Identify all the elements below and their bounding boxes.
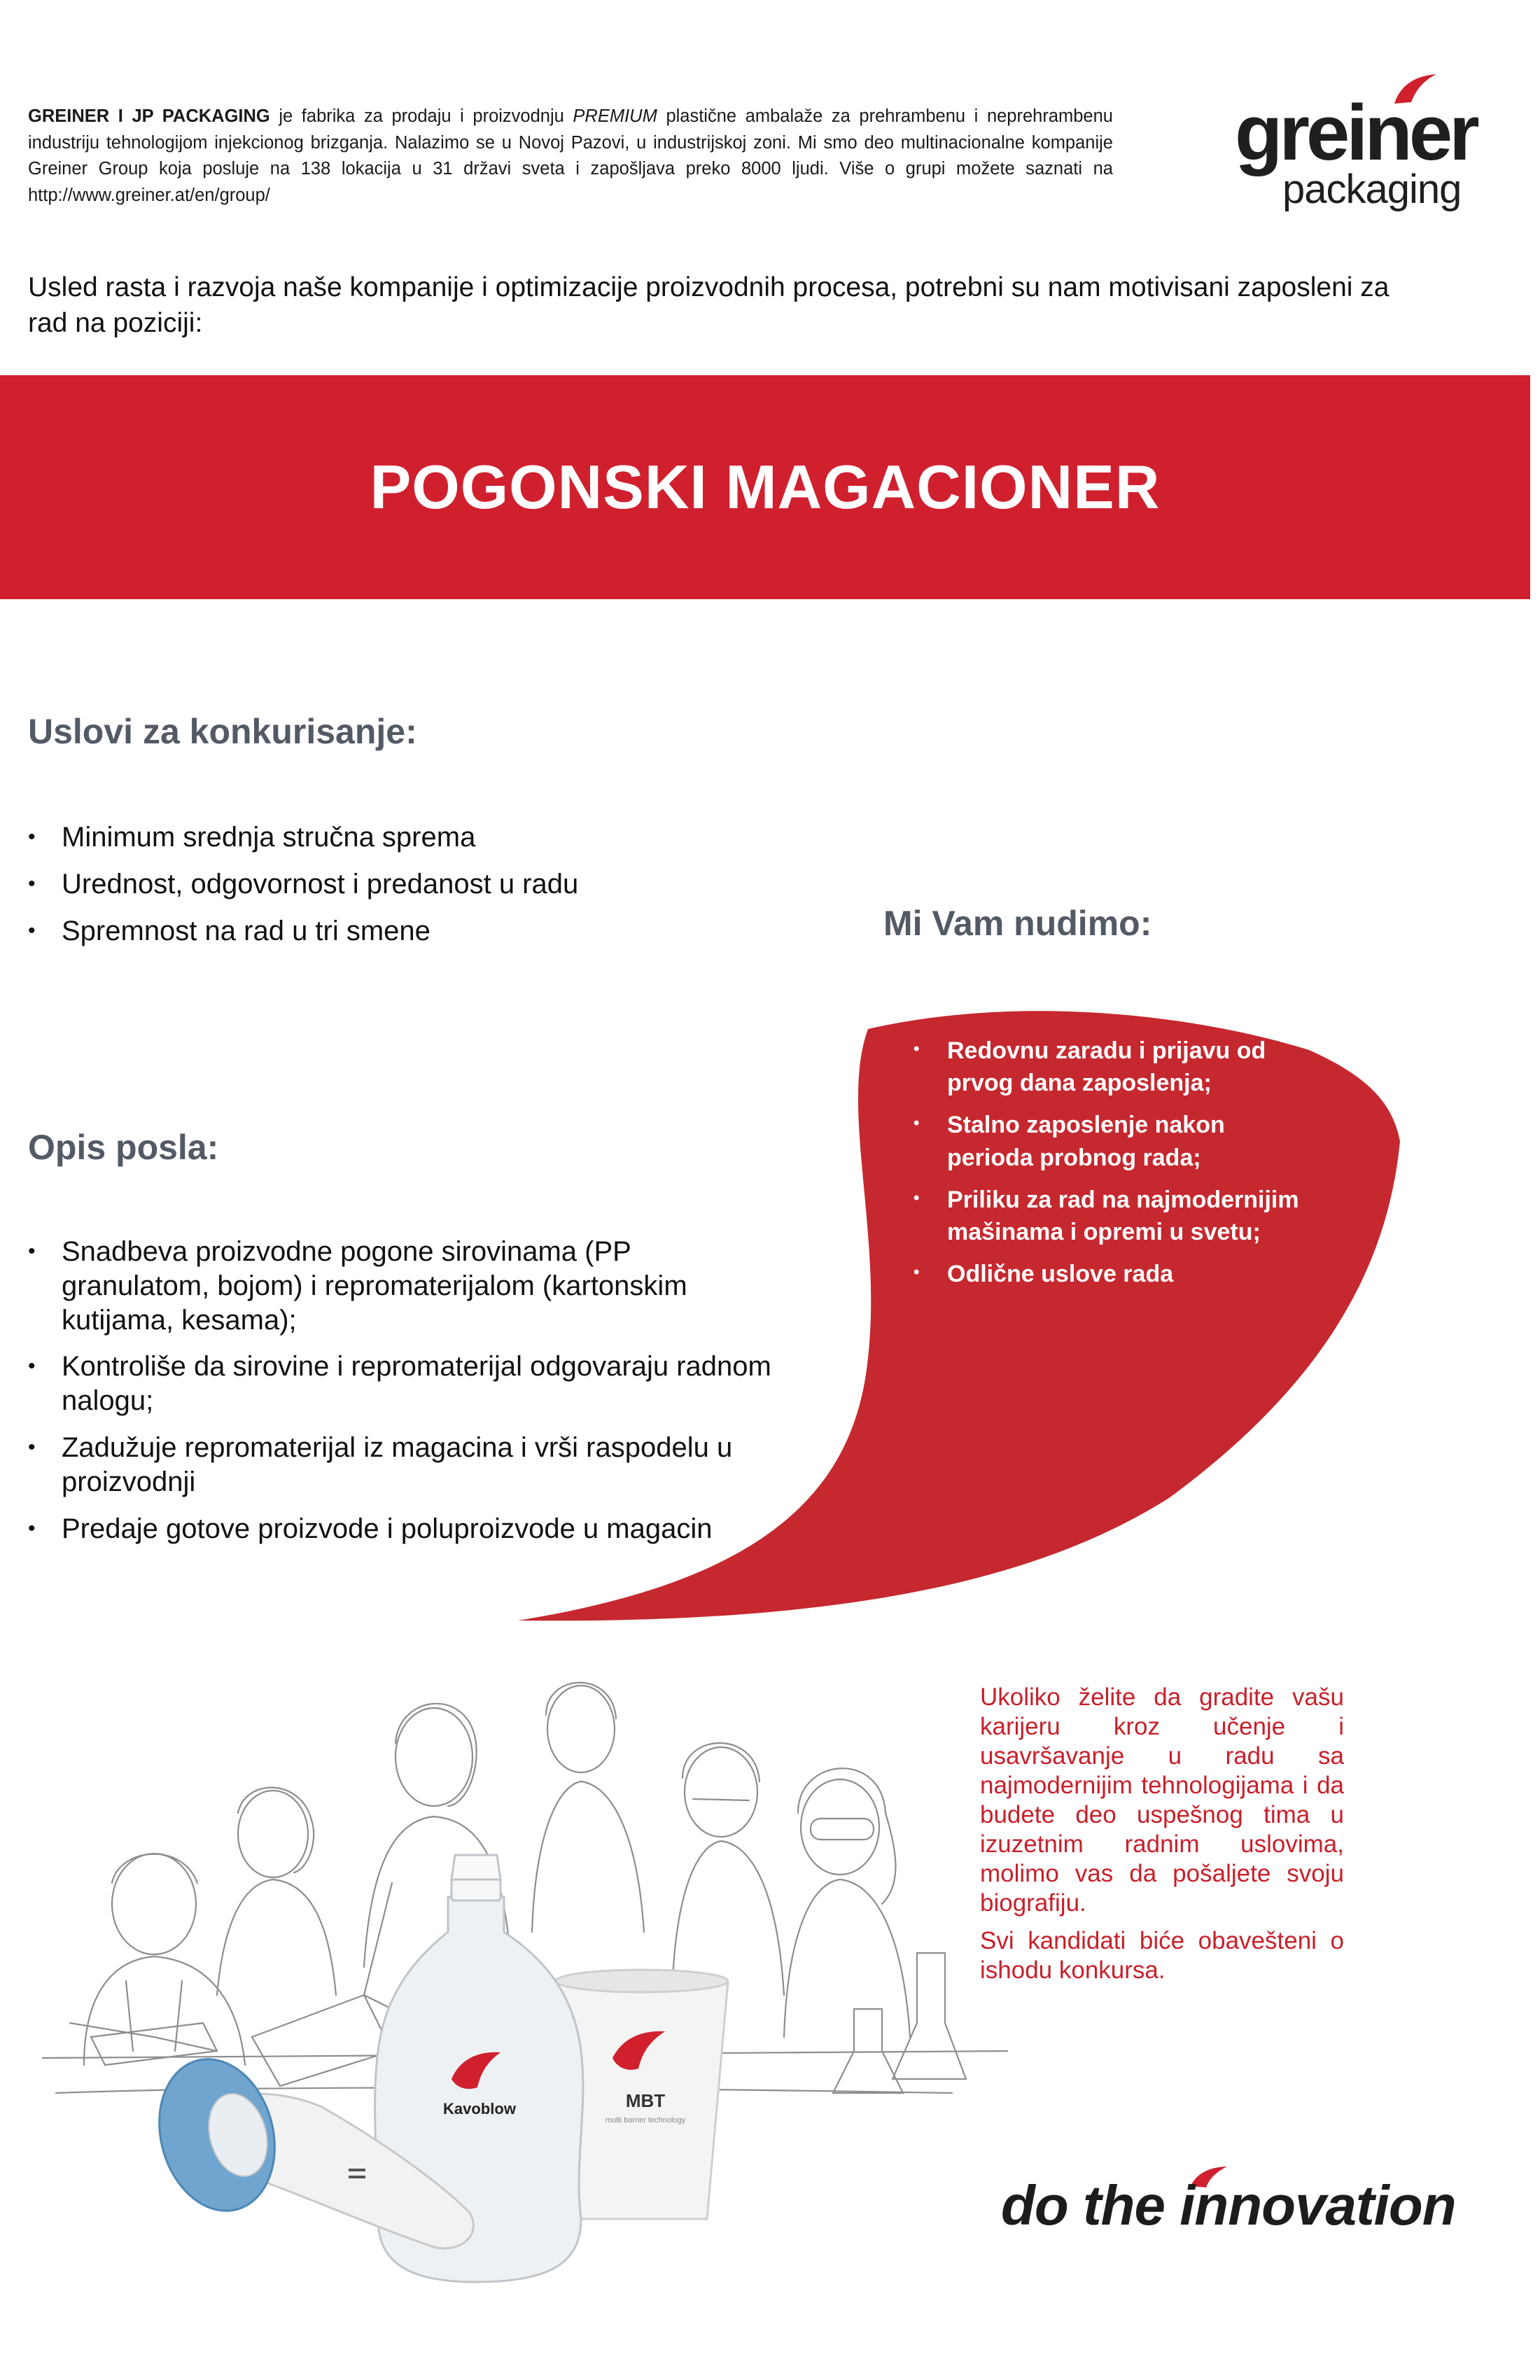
logo-greiner: greiner [1235,89,1476,176]
position-banner [0,375,1530,599]
list-item: • Predaje gotove proizvode i poluproizvode u magacin [28,1512,784,1546]
candidates-notice: Svi kandidati biće obavešteni o ishodu konkursa. [980,1927,1344,1984]
offer-heading: Mi Vam nudimo: [883,904,1152,943]
intro-text-2: plastične ambalaže za prehrambenu i neprehrambenu industriju tehnologijom injekcionog brizganja. Nalazimo se u Novoj Pazovi, u industrijskoj zoni. Mi smo deo multinacionalne kompanije Greiner Group koja posluje na 138 lokacija u 31 državi sveta i zapošljava preko 8000 ljudi. Više o grupi možete saznati na http://www.greiner.at/en/group/ [28,106,1113,206]
bottle-label: Kavoblow [443,2100,516,2118]
intro-text-1: je fabrika za prodaju i proizvodnju [270,106,573,126]
list-item: • Odlične uslove rada [913,1258,1306,1290]
company-name: GREINER I JP PACKAGING [28,106,270,126]
team-products-illustration [42,1603,1008,2303]
list-item: • Spremnost na rad u tri smene [28,914,868,948]
list-item: • Priliku za rad na najmodernijim mašinama i opremi u svetu; [913,1184,1306,1248]
duties-list [28,1235,784,1558]
premium-word: PREMIUM [573,106,657,126]
company-intro [28,104,1113,209]
greiner-packaging-logo [1232,70,1498,224]
list-item: • Minimum srednja stručna sprema [28,820,868,855]
list-item: • Urednost, odgovornost i predanost u radu [28,867,868,902]
requirements-heading: Uslovi za konkurisanje: [28,712,417,751]
list-item: • Kontroliše da sirovine i repromaterijal odgovaraju radnom nalogu; [28,1350,784,1418]
cup-label: MBT [625,2090,666,2111]
position-title: POGONSKI MAGACIONER [370,452,1161,522]
requirements-list [28,820,868,960]
offer-list [913,1035,1306,1301]
duties-heading: Opis posla: [28,1128,219,1167]
cup-sublabel: multi barrier technology [605,2116,686,2124]
logo-packaging: packaging [1282,167,1462,212]
tagline: do the innovation [1001,2174,1456,2236]
motivation-text: Usled rasta i razvoja naše kompanije i optimizacije proizvodnih procesa, potrebni su nam motivisani zaposleni za rad na poziciji: [28,272,1390,338]
list-item: • Zadužuje repromaterijal iz magacina i vrši raspodelu u proizvodnji [28,1431,784,1499]
list-item: • Snadbeva proizvodne pogone sirovinama (PP granulatom, bojom) i repromaterijalom (kartonskim kutijama, kesama); [28,1235,784,1337]
career-invitation [980,1683,1344,1994]
list-item: • Stalno zaposlenje nakon perioda probnog rada; [913,1109,1306,1173]
list-item: • Redovnu zaradu i prijavu od prvog dana zaposlenja; [913,1035,1306,1099]
career-paragraph: Ukoliko želite da gradite vašu karijeru kroz učenje i usavršavanje u radu sa najmodernijim tehnologijama i da budete deo uspešnog tima u izuzetnim radnim uslovima, molimo vas da pošaljete svoju biografiju. [980,1684,1344,1917]
